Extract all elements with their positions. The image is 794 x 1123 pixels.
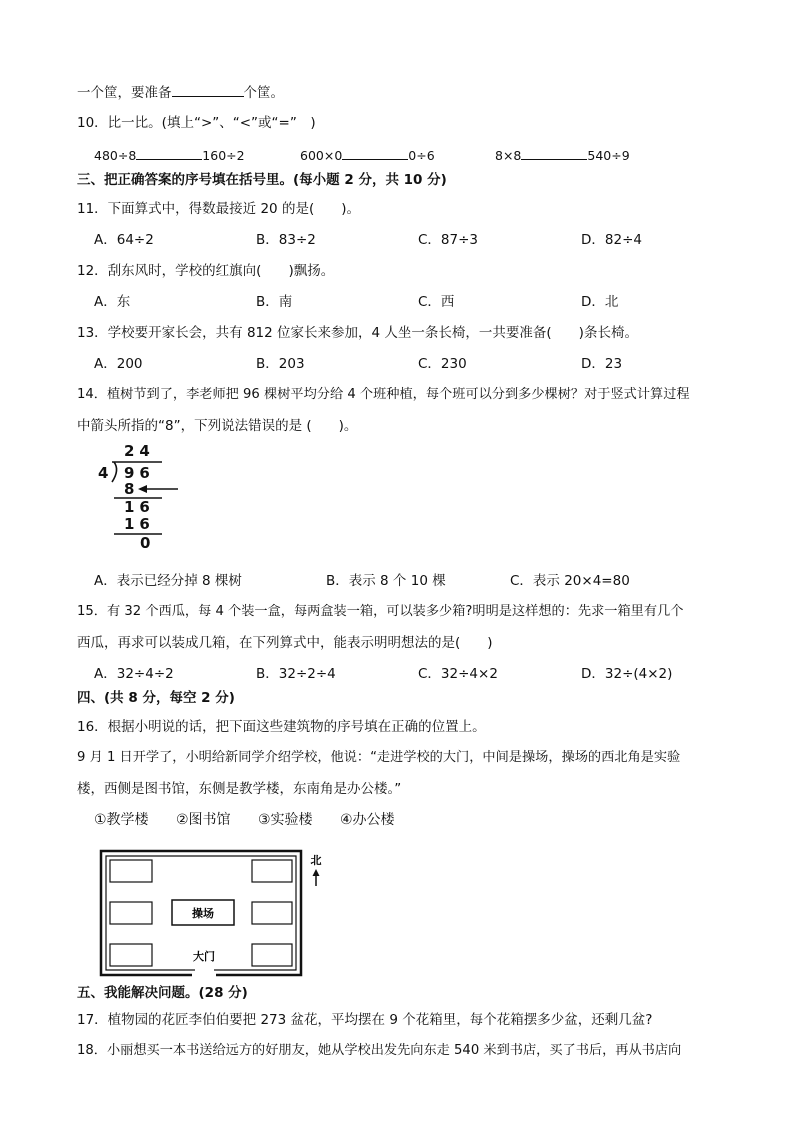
q12-option-a[interactable]: A．东	[94, 294, 131, 310]
section5-title: 五、我能解决问题。(28 分)	[77, 985, 248, 1001]
q9-tail	[77, 82, 284, 102]
quotient-text: 24	[124, 442, 155, 460]
q13-option-d[interactable]: D．23	[581, 356, 623, 372]
q12-stem: 12．刮东风时，学校的红旗向( )飘扬。	[77, 263, 335, 279]
q15-stem-line2: 西瓜，再求可以装成几箱，在下列算式中，能表示明明想法的是( )	[77, 635, 493, 651]
q13-option-b[interactable]: B．203	[256, 356, 305, 372]
q14-option-c[interactable]: C．表示 20×4=80	[510, 573, 630, 589]
q11-option-c[interactable]: C．87÷3	[418, 232, 479, 248]
q13-option-a[interactable]: A．200	[94, 356, 143, 372]
q12-option-c[interactable]: C．西	[418, 294, 455, 310]
slot-southwest[interactable]	[110, 944, 152, 966]
q12-option-d[interactable]: D．北	[581, 294, 619, 310]
slot-west[interactable]	[110, 902, 152, 924]
q16-quote-line1: 9 月 1 日开学了，小明给新同学介绍学校，他说：“走进学校的大门，中间是操场，操场的西北角是实验	[77, 750, 681, 765]
q9-answer-blank[interactable]	[172, 82, 244, 97]
q15-stem-line1: 15．有 32 个西瓜，每 4 个装一盒，每两盒装一箱，可以装多少箱?明明是这样想的：先求一箱里有几个	[77, 604, 684, 619]
building-2: ②图书馆	[176, 812, 231, 828]
q9-text-before: 一个筐，要准备	[77, 85, 172, 101]
q10-stem: 10．比一比。(填上“>”、“<”或“=” )	[77, 115, 316, 131]
q11-option-d[interactable]: D．82÷4	[581, 232, 642, 248]
q18-stem: 18．小丽想买一本书送给远方的好朋友，她从学校出发先向东走 540 米到书店，买了书后，再从书店向	[77, 1043, 682, 1058]
q10-item-1	[94, 145, 245, 165]
q14-option-a[interactable]: A．表示已经分掉 8 棵树	[94, 573, 242, 589]
step3-text: 16	[124, 515, 155, 533]
q15-option-c[interactable]: C．32÷4×2	[418, 666, 498, 682]
long-division-figure	[92, 440, 192, 555]
slot-east[interactable]	[252, 902, 292, 924]
q14-option-b[interactable]: B．表示 8 个 10 棵	[326, 573, 446, 589]
q10-item-2	[300, 145, 435, 165]
q14-stem-line1: 14．植树节到了，李老师把 96 棵树平均分给 4 个班种植，每个班可以分到多少棵树？对于竖式计算过程	[77, 387, 690, 402]
q10-item-3-blank[interactable]	[521, 145, 587, 160]
q14-stem-line2: 中箭头所指的“8”，下列说法错误的是 ( )。	[77, 418, 358, 434]
dividend-text: 96	[124, 464, 155, 482]
q11-option-b[interactable]: B．83÷2	[256, 232, 316, 248]
q16-stem: 16．根据小明说的话，把下面这些建筑物的序号填在正确的位置上。	[77, 719, 486, 735]
q10-item-1-left: 480÷8	[94, 148, 137, 163]
gate-label: 大门	[193, 950, 215, 963]
building-1: ①教学楼	[94, 812, 149, 828]
step2-text: 16	[124, 498, 155, 516]
q10-item-1-right: 160÷2	[202, 148, 245, 163]
playground-label: 操场	[192, 907, 214, 920]
q15-option-a[interactable]: A．32÷4÷2	[94, 666, 174, 682]
q13-option-c[interactable]: C．230	[418, 356, 467, 372]
slot-northwest[interactable]	[110, 860, 152, 882]
division-bracket-curve	[112, 462, 117, 482]
q15-option-b[interactable]: B．32÷2÷4	[256, 666, 336, 682]
q9-text-after: 个筐。	[243, 85, 284, 101]
q15-option-d[interactable]: D．32÷(4×2)	[581, 666, 673, 682]
q10-item-3-left: 8×8	[495, 148, 522, 163]
north-label: 北	[310, 854, 322, 867]
q11-option-a[interactable]: A．64÷2	[94, 232, 154, 248]
school-map	[98, 848, 334, 980]
q17-stem: 17．植物园的花匠李伯伯要把 273 盆花，平均摆在 9 个花箱里，每个花箱摆多少盆，还剩几盆?	[77, 1012, 653, 1028]
q10-item-2-blank[interactable]	[342, 145, 408, 160]
building-3: ③实验楼	[258, 812, 313, 828]
q12-option-b[interactable]: B．南	[256, 294, 293, 310]
arrow-icon	[138, 485, 147, 493]
q10-item-2-right: 0÷6	[408, 148, 435, 163]
q10-item-3	[495, 145, 630, 165]
q11-stem: 11．下面算式中，得数最接近 20 的是( )。	[77, 201, 360, 217]
building-4: ④办公楼	[340, 812, 395, 828]
section3-title: 三、把正确答案的序号填在括号里。(每小题 2 分，共 10 分)	[77, 172, 447, 188]
q10-item-3-right: 540÷9	[587, 148, 630, 163]
remainder-text: 0	[140, 534, 151, 552]
north-arrow-icon	[313, 869, 320, 876]
q16-quote-line2: 楼，西侧是图书馆，东侧是教学楼，东南角是办公楼。”	[77, 781, 402, 797]
q13-stem: 13．学校要开家长会，共有 812 位家长来参加，4 人坐一条长椅，一共要准备( )条长椅。	[77, 325, 638, 341]
slot-southeast[interactable]	[252, 944, 292, 966]
step1-text: 8	[124, 480, 135, 498]
section4-title: 四、(共 8 分，每空 2 分)	[77, 690, 235, 706]
q10-item-1-blank[interactable]	[136, 145, 202, 160]
divisor-text: 4	[98, 464, 109, 482]
q10-item-2-left: 600×0	[300, 148, 343, 163]
slot-northeast[interactable]	[252, 860, 292, 882]
